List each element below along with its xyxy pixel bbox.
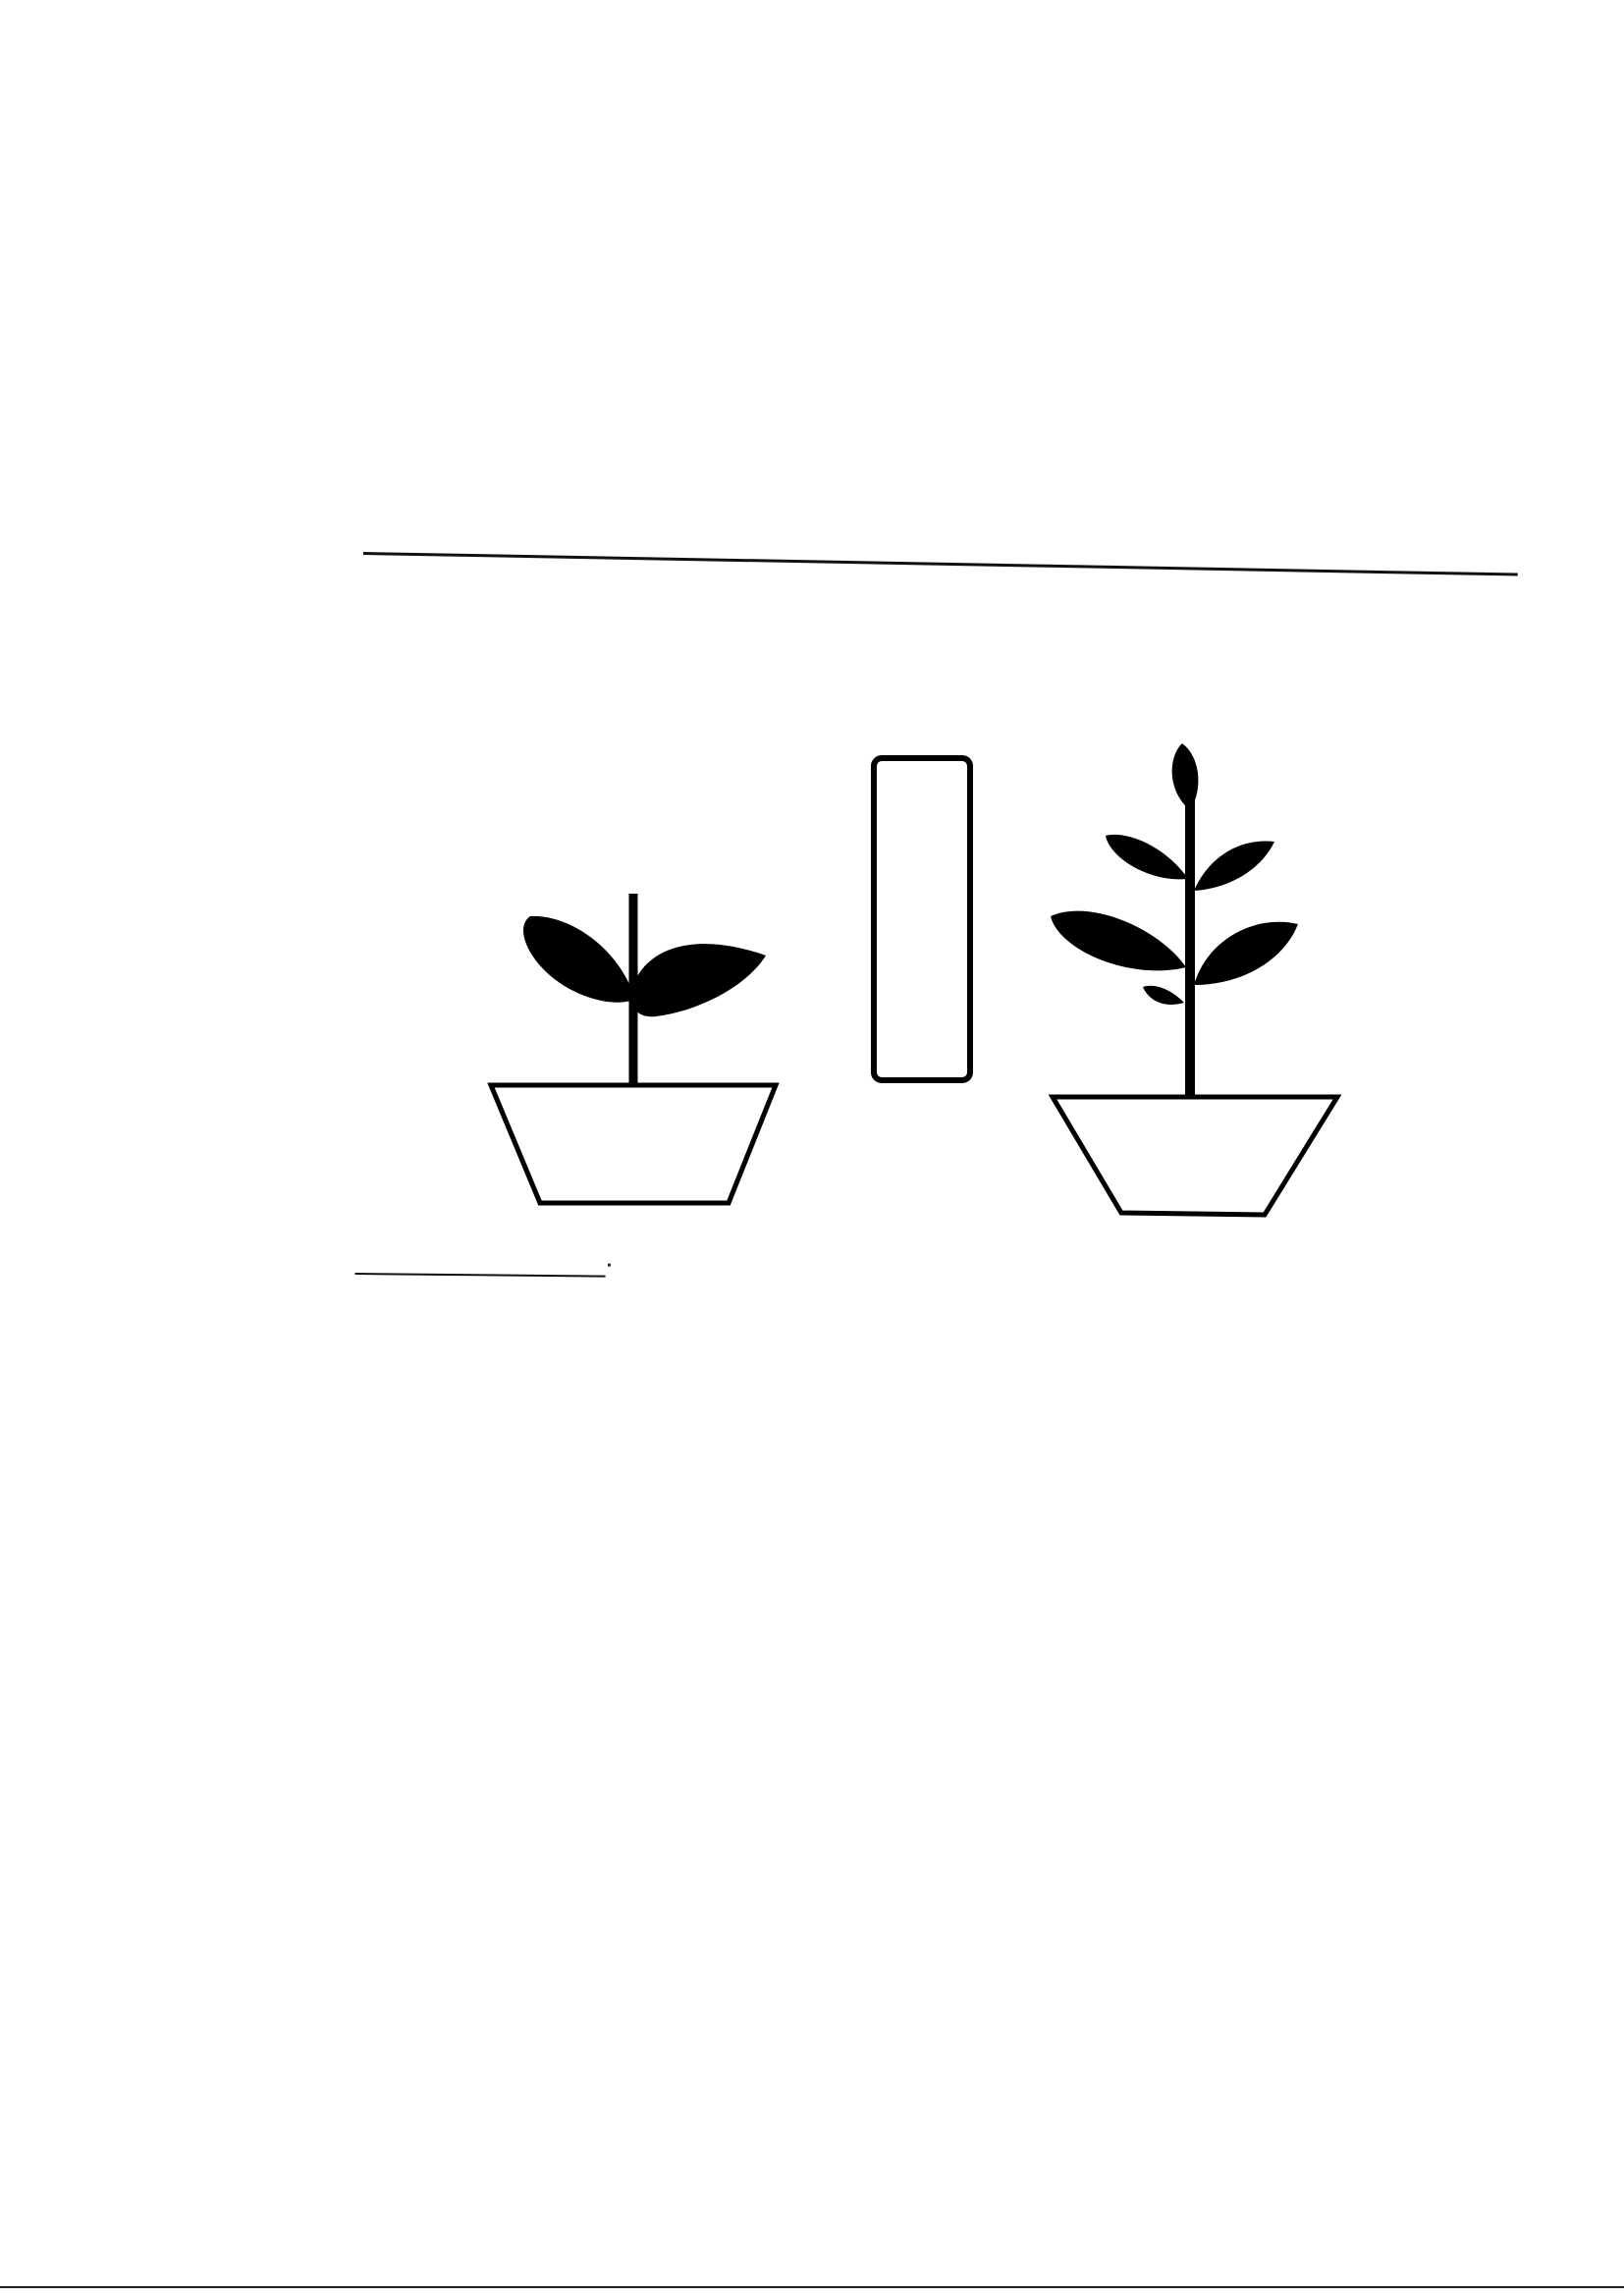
ruler [874, 758, 970, 1080]
tall-plant-top-leaf [1172, 743, 1199, 810]
tall-plant-leaf-small [1143, 986, 1184, 1005]
tall-plant [1051, 743, 1337, 1215]
tall-plant-pot [1053, 1097, 1337, 1215]
plant-growth-figure [461, 732, 1345, 1242]
answer-blank [355, 1243, 606, 1278]
tall-plant-leaf-middle-right [1194, 922, 1298, 985]
small-plant-right-leaf [631, 944, 766, 1016]
conclusion-line-2 [355, 1235, 1524, 1286]
question-text-line-1 [363, 583, 1542, 595]
ruler-body [874, 758, 970, 1080]
section-divider [363, 552, 1518, 576]
blank-period: . [605, 1241, 614, 1273]
tall-plant-leaf-upper-left [1106, 835, 1188, 879]
tall-plant-leaf-upper-right [1194, 842, 1274, 891]
small-plant [491, 894, 776, 1203]
small-pot [491, 1085, 776, 1203]
instructions-line-1 [365, 375, 1534, 387]
question-text-line-2 [363, 638, 1542, 650]
conclusion-statement [355, 1235, 1524, 1286]
instructions-line-2 [365, 414, 1534, 426]
small-plant-left-leaf [523, 916, 635, 1003]
tall-plant-leaf-middle-left [1051, 911, 1186, 971]
page-bottom-edge [0, 2286, 1624, 2288]
